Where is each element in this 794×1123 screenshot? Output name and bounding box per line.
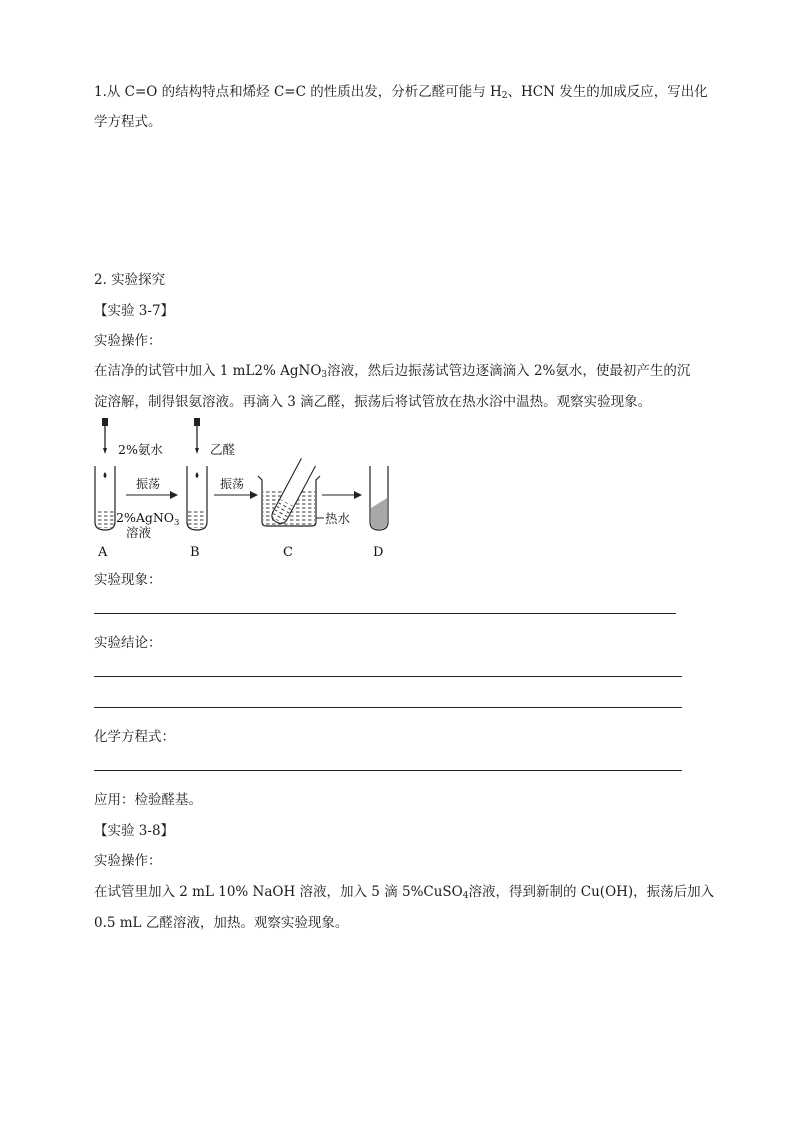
arrow-2-label: 振荡 bbox=[220, 477, 245, 491]
experiment-3-8-title: 【实验 3-8】 bbox=[94, 823, 175, 839]
drop-a bbox=[104, 472, 107, 478]
operation-3-8-line-1: 在试管里加入 2 mL 10% NaOH 溶液，加入 5 滴 5%CuSO$_4$溶液，得到新制的 Cu(OH)，振荡后加入 bbox=[94, 884, 715, 901]
phenomenon-label: 实验现象： bbox=[94, 572, 162, 588]
answer-blank-phenomenon bbox=[94, 613, 676, 614]
question-1-line-2: 学方程式。 bbox=[94, 114, 162, 130]
dropper-bulb-a bbox=[102, 418, 108, 426]
label-d: D bbox=[373, 545, 384, 560]
answer-blank-equation bbox=[94, 770, 682, 771]
conclusion-label: 实验结论： bbox=[94, 635, 162, 651]
tube-b bbox=[187, 418, 207, 530]
dropper-bulb-b bbox=[194, 418, 200, 426]
operation-text-line-2: 淀溶解，制得银氨溶液。再滴入 3 滴乙醛，振荡后将试管放在热水浴中温热。观察实验现象。 bbox=[94, 394, 652, 410]
question-1-line-1: 1.从 C=O 的结构特点和烯烃 C=C 的性质出发，分析乙醛可能与 $H_2$、HCN 发生的加成反应，写出化 bbox=[94, 84, 708, 101]
equation-label: 化学方程式： bbox=[94, 729, 175, 745]
label-c: C bbox=[283, 545, 293, 560]
solution-label-1: 2%AgNO$_3$ bbox=[116, 510, 180, 528]
operation-3-8-line-2: 0.5 mL 乙醛溶液，加热。观察实验现象。 bbox=[94, 915, 349, 931]
answer-blank-conclusion-2 bbox=[94, 707, 682, 708]
experiment-3-7-title: 【实验 3-7】 bbox=[94, 303, 175, 319]
tube-d-silver-mirror bbox=[370, 466, 388, 530]
operation-text-line-1: 在洁净的试管中加入 1 mL2% AgNO$_3$溶液，然后边振荡试管边逐滴滴入 2%氨水，使最初产生的沉 bbox=[94, 363, 691, 380]
operation-label: 实验操作： bbox=[94, 333, 162, 349]
operation-label-3-8: 实验操作： bbox=[94, 853, 162, 869]
arrow-1-label: 振荡 bbox=[136, 477, 161, 491]
drop-b bbox=[196, 472, 199, 478]
reagent-a-label: 2%氨水 bbox=[118, 442, 163, 457]
reagent-b-label: 乙醛 bbox=[210, 442, 236, 457]
tube-a bbox=[95, 418, 115, 530]
section-heading: 2. 实验探究 bbox=[94, 272, 166, 288]
answer-blank-conclusion-1 bbox=[94, 676, 682, 677]
solution-label-2: 溶液 bbox=[126, 525, 152, 540]
silver-mirror-apparatus-figure bbox=[92, 418, 392, 564]
label-a: A bbox=[98, 545, 108, 560]
application-text: 应用：检验醛基。 bbox=[94, 792, 202, 808]
water-bath-beaker bbox=[258, 458, 320, 526]
hot-water-label: 热水 bbox=[325, 511, 351, 526]
label-b: B bbox=[190, 545, 200, 560]
